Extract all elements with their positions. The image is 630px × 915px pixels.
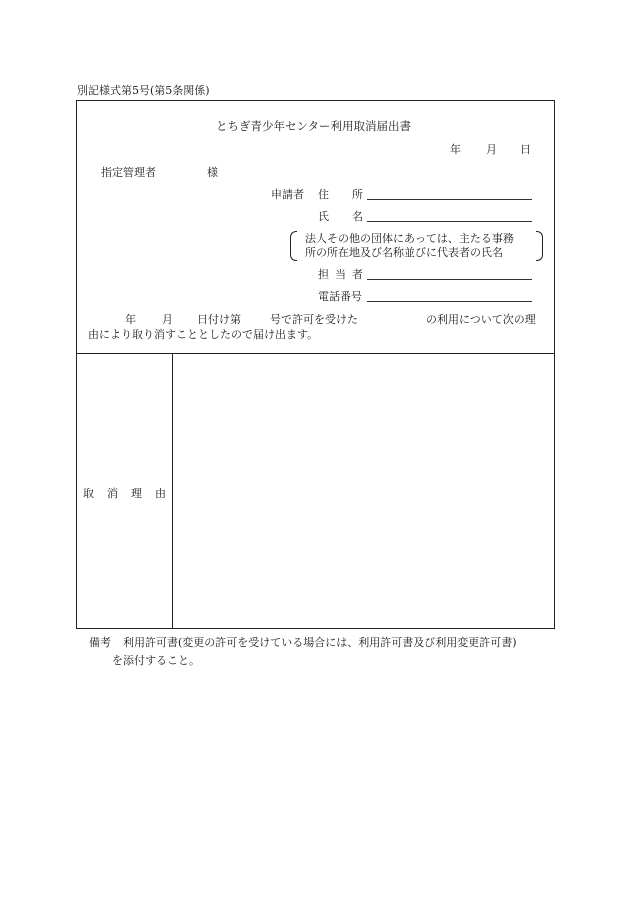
- name-label-2: 名: [352, 210, 363, 223]
- form-number: 別記様式第5号(第5条関係): [77, 84, 210, 97]
- contact-label-3: 者: [352, 268, 363, 281]
- reason-column-divider: [172, 353, 173, 629]
- phone-label: 電話番号: [318, 290, 362, 303]
- remarks-line2: を添付すること。: [112, 654, 200, 667]
- address-label-2: 所: [352, 188, 363, 201]
- reason-char-1: 取: [83, 487, 94, 500]
- left-bracket: [290, 231, 297, 261]
- date-month-label: 月: [486, 143, 497, 156]
- contact-label-1: 担: [318, 268, 329, 281]
- reason-char-3: 理: [131, 487, 142, 500]
- statement-received: 号で許可を受けた: [270, 313, 358, 326]
- remarks-label: 備考: [89, 636, 111, 649]
- reason-input-area[interactable]: [174, 355, 553, 627]
- corp-note-line1: 法人その他の団体にあっては、主たる事務: [305, 232, 514, 245]
- reason-char-2: 消: [107, 487, 118, 500]
- section-divider: [76, 353, 555, 354]
- form-title: とちぎ青少年センター利用取消届出書: [216, 119, 412, 133]
- applicant-label: 申請者: [271, 188, 304, 201]
- name-label-1: 氏: [318, 210, 329, 223]
- statement-month: 月: [162, 313, 173, 326]
- right-bracket: [536, 231, 543, 261]
- reason-char-4: 由: [155, 487, 166, 500]
- contact-field-line[interactable]: [367, 279, 532, 280]
- remarks-line1: 利用許可書(変更の許可を受けている場合には、利用許可書及び利用変更許可書): [123, 636, 517, 649]
- address-label-1: 住: [318, 188, 329, 201]
- phone-field-line[interactable]: [367, 301, 532, 302]
- address-field-line[interactable]: [367, 199, 532, 200]
- corp-note-line2: 所の所在地及び名称並びに代表者の氏名: [305, 246, 503, 259]
- statement-usage: の利用について次の理: [426, 313, 536, 326]
- statement-day-no: 日付け第: [197, 313, 241, 326]
- date-day-label: 日: [520, 143, 531, 156]
- statement-line2: 由により取り消すこととしたので届け出ます。: [88, 328, 319, 341]
- date-year-label: 年: [450, 143, 461, 156]
- addressee-honorific: 様: [207, 166, 218, 179]
- addressee-name: 指定管理者: [101, 166, 156, 179]
- name-field-line[interactable]: [367, 221, 532, 222]
- contact-label-2: 当: [335, 268, 346, 281]
- statement-year: 年: [125, 313, 136, 326]
